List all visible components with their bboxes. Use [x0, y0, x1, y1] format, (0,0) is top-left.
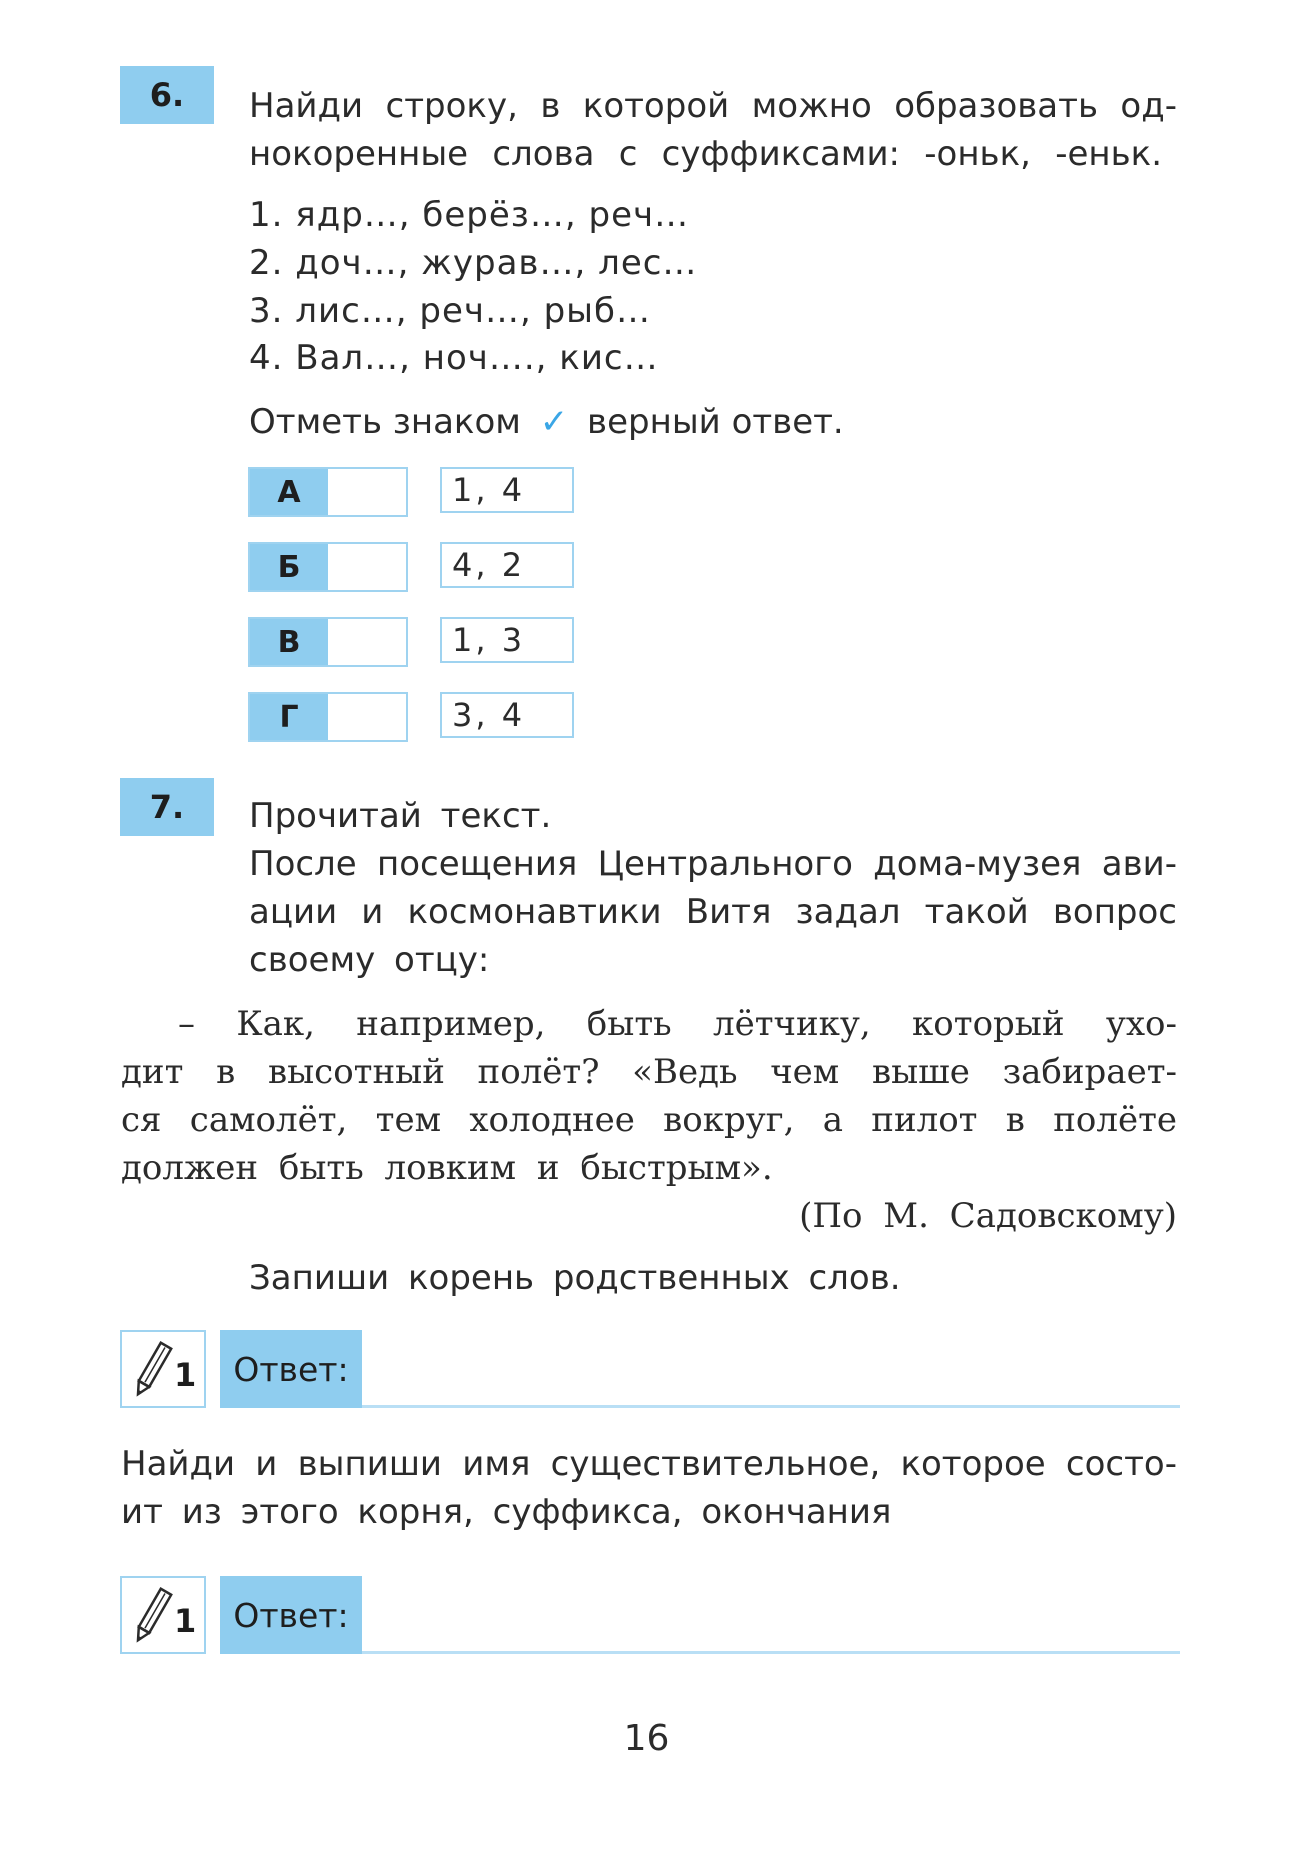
mark-instruction-before: Отметь знаком [249, 402, 521, 442]
noun-prompt-line-2: ит из этого корня, суффикса, окончания [121, 1492, 892, 1532]
answer-2-line[interactable] [362, 1651, 1180, 1654]
task-6-number: 6. [120, 66, 214, 124]
option-row-v [248, 617, 578, 667]
answer-2-points: 1 [174, 1602, 197, 1640]
option-row-g [248, 692, 578, 742]
task-6-intro-line-1: Найди строку, в которой можно образовать од- [249, 86, 1177, 126]
answer-row-1 [120, 1330, 1180, 1408]
answer-1-points: 1 [174, 1356, 197, 1394]
task-7-quote-line-1: – Как, например, быть лётчику, который ухо- [178, 1004, 1177, 1044]
answer-row-2 [120, 1576, 1180, 1654]
option-a-letter: А [250, 469, 328, 515]
pencil-box-1 [120, 1330, 206, 1408]
answer-1-line[interactable] [362, 1405, 1180, 1408]
task-6-mark-instruction [249, 398, 844, 446]
task-6-item-2: 2. доч…, журав…, лес… [249, 243, 698, 283]
option-row-b [248, 542, 578, 592]
checkmark-icon: ✓ [539, 402, 569, 442]
noun-prompt-line-1: Найди и выпиши имя существительное, которое состо- [121, 1444, 1177, 1484]
option-g-value: 3, 4 [440, 692, 574, 738]
option-row-a [248, 467, 578, 517]
task-7-quote-line-3: ся самолёт, тем холоднее вокруг, а пилот в полёте [121, 1100, 1177, 1140]
pencil-box-2 [120, 1576, 206, 1654]
option-v-letter: В [250, 619, 328, 665]
task-7-root-prompt: Запиши корень родственных слов. [249, 1258, 901, 1298]
page-number: 16 [623, 1718, 670, 1759]
task-7-context-line-3: своему отцу: [249, 940, 490, 980]
task-7-read-prompt: Прочитай текст. [249, 796, 552, 836]
task-7-context-line-1: После посещения Центрального дома-музея ави- [249, 844, 1177, 884]
task-6-intro-line-2: нокоренные слова с суффиксами: -оньк, -еньк. [249, 134, 1162, 174]
task-6-item-1: 1. ядр…, берёз…, реч… [249, 195, 690, 235]
answer-1-label: Ответ: [220, 1330, 362, 1408]
option-v-value: 1, 3 [440, 617, 574, 663]
option-a-value: 1, 4 [440, 467, 574, 513]
task-7-quote-line-4: должен быть ловким и быстрым». [121, 1148, 773, 1188]
option-b-letter: Б [250, 544, 328, 590]
option-b-value: 4, 2 [440, 542, 574, 588]
task-6-item-4: 4. Вал…, ноч…., кис… [249, 338, 659, 378]
task-7-quote-line-2: дит в высотный полёт? «Ведь чем выше забирает- [121, 1052, 1177, 1092]
mark-instruction-after: верный ответ. [587, 402, 844, 442]
task-7-attribution: (По М. Садовскому) [799, 1196, 1177, 1236]
task-7-context-line-2: ации и космонавтики Витя задал такой вопрос [249, 892, 1177, 932]
task-7-number: 7. [120, 778, 214, 836]
answer-2-label: Ответ: [220, 1576, 362, 1654]
option-g-letter: Г [250, 694, 328, 740]
task-6-item-3: 3. лис…, реч…, рыб… [249, 291, 651, 331]
